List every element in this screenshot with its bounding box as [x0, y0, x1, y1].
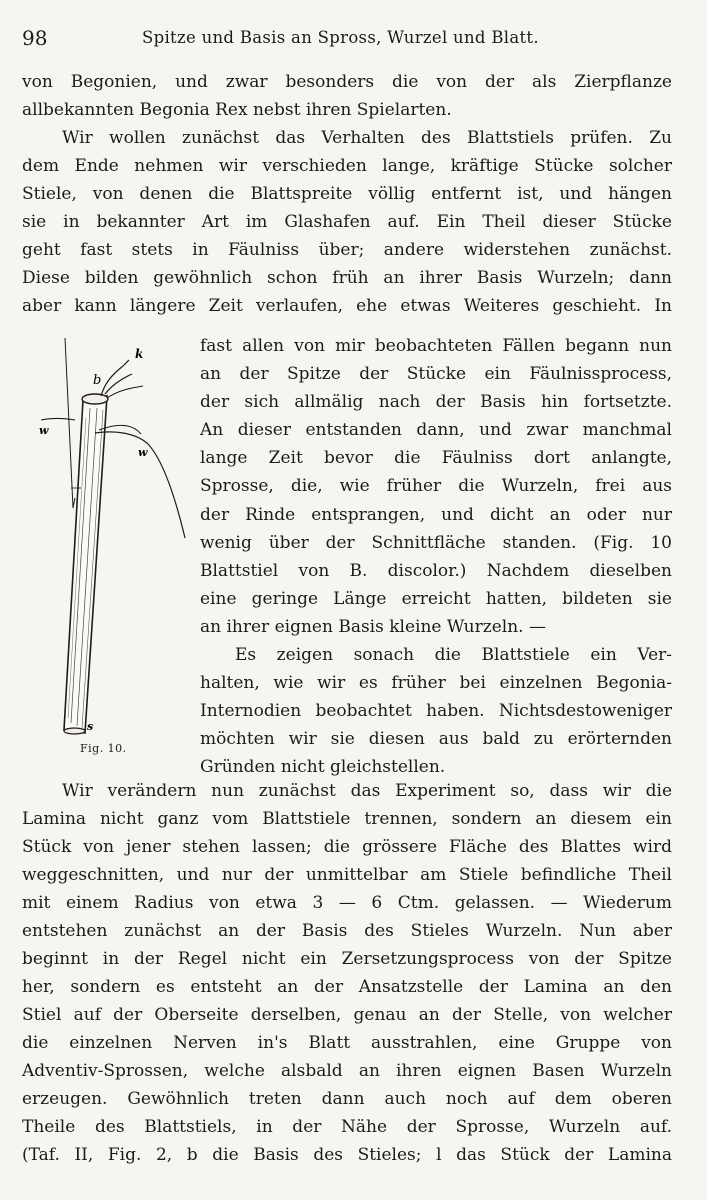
text-line: die einzelnen Nerven in's Blatt ausstrahlen, eine Gruppe von [22, 1033, 672, 1053]
page-header [22, 26, 687, 52]
text-line: Theile des Blattstiels, in der Nähe der Sprosse, Wurzeln auf. [22, 1117, 672, 1137]
text-line: möchten wir sie diesen aus bald zu erörternden [200, 729, 672, 750]
figure-caption: Fig. 10. [80, 742, 127, 755]
text-line: aber kann längere Zeit verlaufen, ehe etwas Weiteres geschieht. In [22, 296, 672, 316]
text-line: mit einem Radius von etwa 3 — 6 Ctm. gelassen. — Wiederum [22, 893, 672, 913]
text-line: Internodien beobachtet haben. Nichtsdestoweniger [200, 701, 672, 722]
page-number: 98 [22, 26, 48, 50]
text-block-top [22, 68, 672, 320]
text-line: halten, wie wir es früher bei einzelnen Begonia- [200, 673, 672, 694]
label-w-right: w [138, 446, 148, 459]
text-line: Es zeigen sonach die Blattstiele ein Ver- [235, 645, 672, 666]
text-line: Stück von jener stehen lassen; die grössere Fläche des Blattes wird [22, 837, 672, 857]
text-line: Lamina nicht ganz vom Blattstiele trennen, sondern an diesem ein [22, 809, 672, 829]
text-line: Stiele, von denen die Blattspreite völlig entfernt ist, und hängen [22, 184, 672, 204]
label-s: s [87, 720, 94, 733]
text-line: der Rinde entsprangen, und dicht an oder nur [200, 504, 672, 525]
text-line: fast allen von mir beobachteten Fällen begann nun [200, 336, 672, 356]
running-head: Spitze und Basis an Spross, Wurzel und Blatt. [142, 28, 539, 47]
text-line: sie in bekannter Art im Glashafen auf. Ein Theil dieser Stücke [22, 212, 672, 232]
petiole-illustration [35, 338, 195, 768]
text-line: entstehen zunächst an der Basis des Stieles Wurzeln. Nun aber [22, 921, 672, 941]
text-line: Wir verändern nun zunächst das Experiment so, dass wir die [62, 781, 672, 801]
text-block-bottom [22, 777, 672, 1169]
text-line: allbekannten Begonia Rex nebst ihren Spielarten. [22, 100, 452, 120]
text-line: Gründen nicht gleichstellen. [200, 757, 446, 778]
text-line: beginnt in der Regel nicht ein Zersetzungsprocess von der Spitze [22, 949, 672, 969]
text-line: Wir wollen zunächst das Verhalten des Blattstiels prüfen. Zu [62, 128, 672, 148]
roots [41, 419, 185, 539]
text-line: der sich allmälig nach der Basis hin fortsetzte. [200, 392, 672, 413]
text-line: Stiel auf der Oberseite derselben, genau an der Stelle, von welcher [22, 1005, 672, 1025]
text-line: An dieser entstanden dann, und zwar manchmal [200, 420, 672, 441]
text-line: an ihrer eignen Basis kleine Wurzeln. — [200, 616, 546, 637]
text-line: her, sondern es entsteht an der Ansatzstelle der Lamina an den [22, 977, 672, 997]
text-line: eine geringe Länge erreicht hatten, bildeten sie [200, 588, 672, 609]
text-line: geht fast stets in Fäulniss über; andere widerstehen zunächst. [22, 240, 672, 260]
hanging-thread [65, 338, 75, 508]
text-line: weggeschnitten, und nur der unmittelbar am Stiele befindliche Theil [22, 865, 672, 885]
text-block-side [200, 332, 672, 782]
petiole-stalk [64, 394, 108, 734]
label-b: b [93, 373, 102, 388]
text-line: an der Spitze der Stücke ein Fäulnissprocess, [200, 364, 672, 385]
label-k: k [135, 347, 144, 361]
figure-10 [35, 338, 195, 768]
label-w-left: w [39, 424, 49, 437]
text-line: lange Zeit bevor die Fäulniss dort anlangte, [200, 448, 672, 469]
text-line: Blattstiel von B. discolor.) Nachdem dieselben [200, 560, 672, 581]
text-line: dem Ende nehmen wir verschieden lange, kräftige Stücke solcher [22, 156, 672, 176]
adventitious-shoots [101, 360, 143, 398]
text-line: von Begonien, und zwar besonders die von der als Zierpflanze [22, 72, 672, 92]
text-line: (Taf. II, Fig. 2, b die Basis des Stieles; l das Stück der Lamina [22, 1145, 672, 1165]
text-line: Sprosse, die, wie früher die Wurzeln, frei aus [200, 476, 672, 497]
text-line: Diese bilden gewöhnlich schon früh an ihrer Basis Wurzeln; dann [22, 268, 672, 288]
text-line: erzeugen. Gewöhnlich treten dann auch noch auf dem oberen [22, 1089, 672, 1109]
text-line: wenig über der Schnittfläche standen. (Fig. 10 [200, 532, 672, 553]
text-line: Adventiv-Sprossen, welche alsbald an ihren eignen Basen Wurzeln [22, 1061, 672, 1081]
